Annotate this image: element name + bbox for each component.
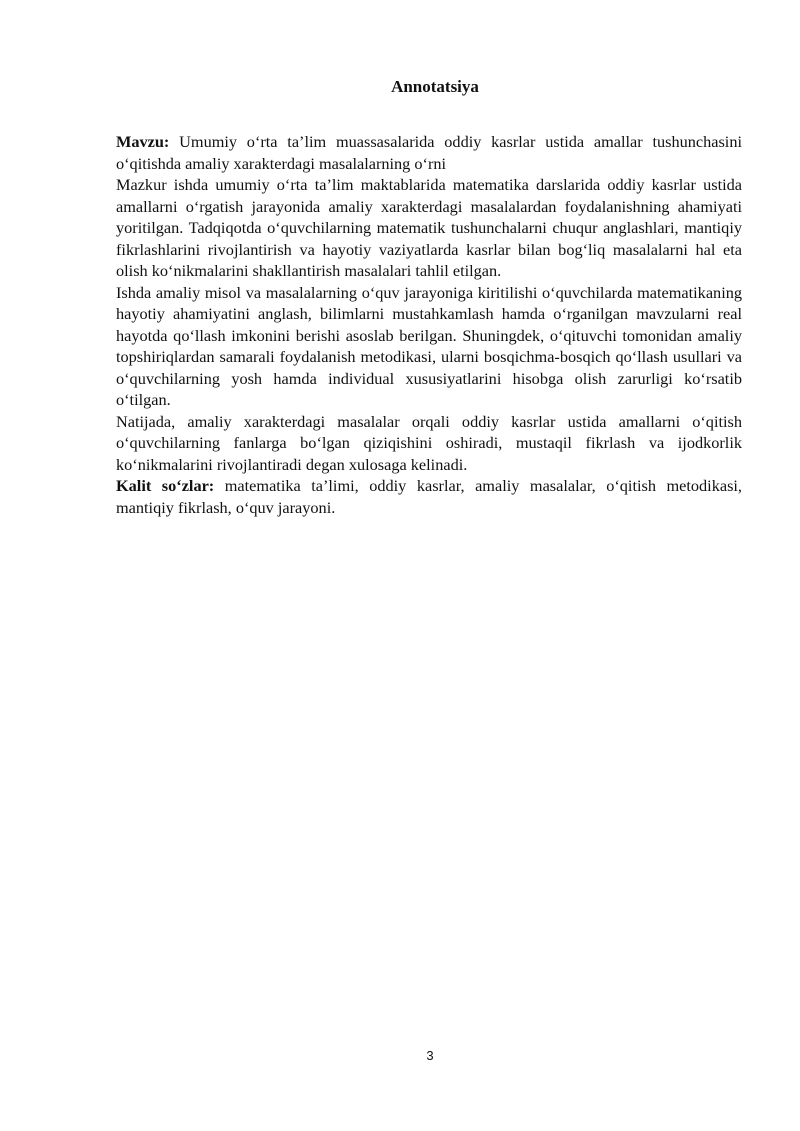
abstract-paragraph-3: Natijada, amaliy xarakterdagi masalalar orqali oddiy kasrlar ustida amallarni o‘qitish o‘quvchilarning fanlarga bo‘lgan qiziqishini oshiradi, mustaqil fikrlash va ijodkorlik ko‘nikmalarini rivojlantiradi degan xulosaga kelinadi. bbox=[116, 411, 742, 474]
topic-paragraph bbox=[116, 131, 742, 174]
keywords-text: matematika ta’limi, oddiy kasrlar, amaliy masalalar, o‘qitish metodikasi, mantiqiy fikrlash, o‘quv jarayoni. bbox=[116, 476, 743, 517]
keywords-label: Kalit so‘zlar: bbox=[116, 476, 215, 495]
page-title: Annotatsiya bbox=[391, 77, 479, 96]
topic-text: Umumiy o‘rta ta’lim muassasalarida oddiy kasrlar ustida amallar tushunchasini o‘qitishda amaliy xarakterdagi masalalarning o‘rni bbox=[116, 132, 742, 173]
abstract-paragraph-2: Ishda amaliy misol va masalalarning o‘quv jarayoniga kiritilishi o‘quvchilarda matematikaning hayotiy ahamiyatini anglash, bilimlarni mustahkamlash hamda o‘rganilgan mavzularni real hayotda qo‘llash imkonini berishi asoslab berilgan. Shuningdek, o‘qituvchi tomonidan amaliy topshiriqlardan samarali foydalanish metodikasi, ularni bosqichma-bosqich qo‘llash usullari va o‘quvchilarning yosh hamda individual xususiyatlarini hisobga olish zarurligi ko‘rsatib o‘tilgan. bbox=[116, 282, 742, 409]
topic-label: Mavzu: bbox=[116, 132, 170, 151]
keywords-paragraph bbox=[116, 475, 742, 518]
abstract-body bbox=[116, 131, 742, 518]
abstract-paragraph-1: Mazkur ishda umumiy o‘rta ta’lim maktablarida matematika darslarida oddiy kasrlar ustida amallarni o‘rgatish jarayonida amaliy xarakterdagi masalalardan foydalanishning ahamiyati yoritilgan. Tadqiqotda o‘quvchilarning matematik tushunchalarni chuqur anglashlari, mantiqiy fikrlashlarini rivojlantirish va hayotiy vaziyatlarda kasrlar bilan bog‘liq masalalarni hal eta olish ko‘nikmalarini shakllantirish masalalari tahlil etilgan. bbox=[116, 175, 742, 280]
page-number: 3 bbox=[426, 1048, 434, 1063]
